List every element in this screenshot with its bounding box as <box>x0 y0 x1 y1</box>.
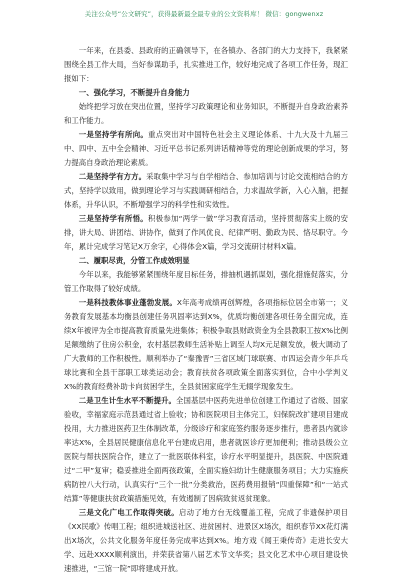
paragraph-text: 始终把学习放在突出位置，坚持学习政策理论和业务知识，不断提升自身政治素养和工作能力。 <box>64 102 348 125</box>
paragraph-lead: 三是坚持学有所悟。 <box>78 214 148 223</box>
body-paragraph <box>64 128 348 170</box>
body-paragraph <box>64 296 348 394</box>
paragraph-lead: 二是卫生计生水平不断提升。 <box>78 396 177 405</box>
body-paragraph <box>64 100 348 128</box>
document-banner: 关注公众号“公文研究”，获得最新最全最专业的公文资料库！ 微信：gongwenxz <box>84 10 324 18</box>
body-paragraph <box>64 506 348 576</box>
paragraph-text: 重点突出对中国特色社会主义理论体系、十九大及十九届三中、四中、五中全会精神、习近平总书记系列讲话精神等党的理论创新成果的学习，努力提高自身政治理论素质。 <box>64 130 348 167</box>
paragraph-lead: 三是文化广电工作取得突破。 <box>78 508 179 517</box>
body-paragraph <box>64 268 348 296</box>
document-body <box>64 44 348 576</box>
paragraph-lead: 一是科技教体事业蓬勃发展。 <box>78 298 177 307</box>
paragraph-text: 积极参加“两学一做”学习教育活动，坚持贯彻落实上级的安排，讲大局、讲团结、讲协作，做到了作风优良、纪律严明、勤政为民、恪尽职守。今年，累计完成学习笔记X万余字，心得体会X篇，学习交流研讨材料X篇。 <box>64 214 348 251</box>
paragraph-lead: 二是坚持学有方方。 <box>78 172 147 181</box>
paragraph-text: X年高考成绩再创辉煌，各项指标位居全市第一；义务教育发展基本均衡县创建任务巩固率达到X%，优质均衡创建各项任务全面完成，连续X年被评为全市提高教育质量先进集体；积极争取县财政资金为全县教职工按X%比例足额缴纳了住房公积金，农村基层教师生活补贴上调至人均X元足额发放，极大调动了广大教师的工作积极性。顺利举办了“秦豫晋”三省区域门球联赛、市四运会青少年乒乓球比赛和全县干部职工球类运动会；教育扶贫各项政策全面落实到位，合中小学判义X%的教育经费补助卡向贫困学生，全县贫困家庭学生无辍学现象发生。 <box>64 298 348 391</box>
body-paragraph <box>64 44 348 86</box>
paragraph-text: 全国基层中医药先进单位创建工作通过了省级、国家验收，幸福家庭示范县通过省上验收；协和医院项目主体完工，妇保院改扩建项目建成投用，大力推进医药卫生体制改革，分级诊疗和家庭签约服务逐步推行，患者县内就诊率达X%，全县居民健康信息化平台建成启用，患者就医诊疗更加便利；推动县级公立医院与帮扶医院合作，建立了一批医联体科室，诊疗水平明显提升，县医院、中医院通过“二甲”复审；稳妥推进全面两孩政策，全面实施妇幼计生健康服务项目；大力实施疾病防控八大行动，认真实行“三个一批”分类救治，医药费用报销“四重保障”和“一站式结算”等健康扶贫政策措施见效，有效遏制了因病致贫返贫现象。 <box>64 396 348 503</box>
section-heading: 二、履职尽责，分管工作成效明显 <box>78 256 190 265</box>
body-paragraph <box>64 394 348 506</box>
section-heading: 一、强化学习，不断提升自身能力 <box>78 88 190 97</box>
paragraph-text: 一年来，在县委、县政府的正确领导下，在各镇办、各部门的大力支持下，我紧紧围绕全县工作大局，当好参谋助手，扎实推进工作，较好地完成了各项工作任务，现汇报如下： <box>64 46 348 83</box>
paragraph-text: 采取集中学习与自学相结合、参加培训与讨论交流相结合的方式，坚持学以致用，做到理论学习与实践调研相结合，力求温故学新，入心入脑，把握体系，升华认识，不断增强学习的科学性和实效性。 <box>64 172 348 209</box>
paragraph-text: 启动了地方台无线覆盖工程，完成了非遗保护项目《XX民歌》传唱工程；组织进城送社区、进贫困村、进景区X场次，组织春节XX花灯满出X场次，公共文化服务年度任务完成率达到X%。地方戏《闻王秉传奇》走进长安大学、远赴XXXX顺利演出，并荣获省第八届艺术节文华奖；县文化艺术中心项目建设快速推进，“三馆一院”即将建成开放。 <box>64 508 348 573</box>
paragraph-text: 今年以来，我能够紧紧围绕年度目标任务，排抽机遇抓谋划，强化措施促落实，分管工作取得了较好成绩。 <box>64 270 348 293</box>
body-paragraph <box>64 212 348 254</box>
body-paragraph <box>64 170 348 212</box>
paragraph-lead: 一是坚持学有所向。 <box>78 130 149 139</box>
